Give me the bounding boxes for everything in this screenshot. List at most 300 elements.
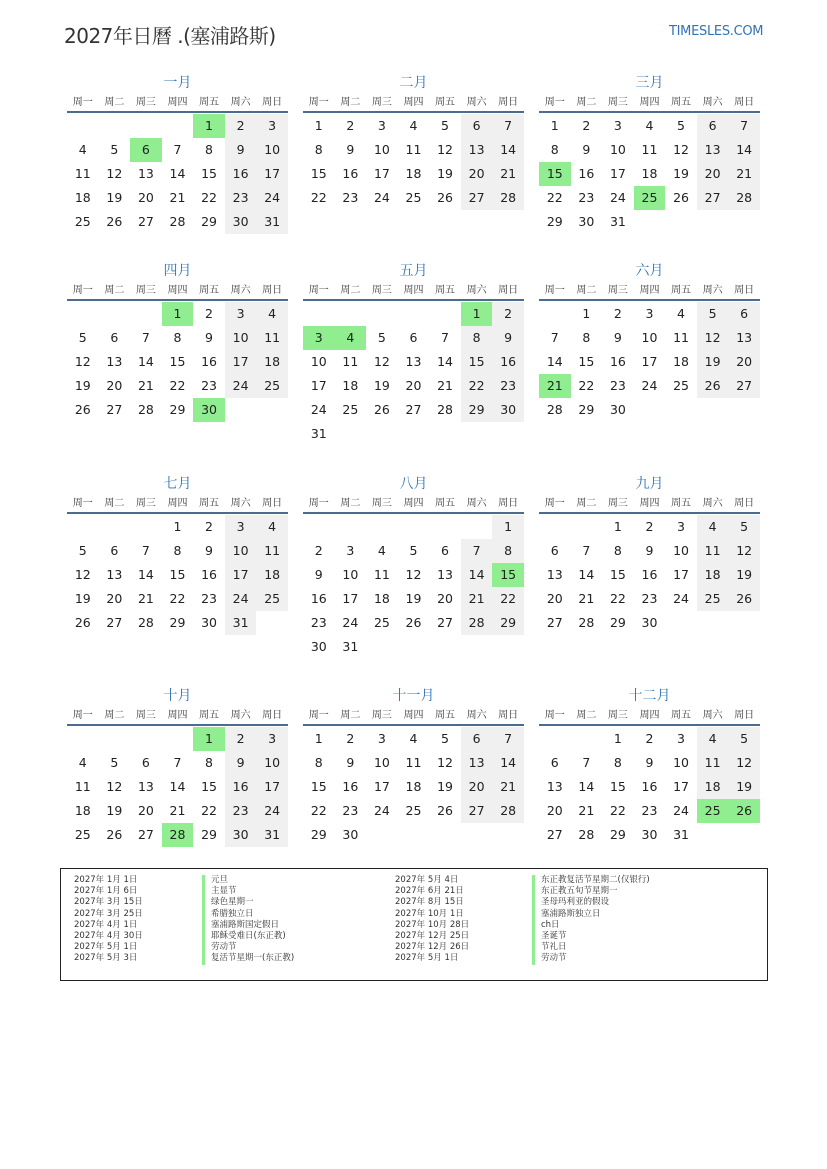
day-cell: 18: [673, 354, 689, 369]
legend-holiday-date: 2027年 5月 1日: [395, 953, 459, 964]
day-cell: 12: [437, 755, 453, 770]
weekday-label: 周一: [544, 97, 565, 108]
weekday-label: 周五: [199, 498, 220, 509]
day-cell: 6: [141, 755, 150, 770]
day-cell: 6: [697, 114, 729, 138]
legend-holiday-name: 绿色星期一: [202, 897, 294, 908]
month-title: 一月: [163, 75, 192, 91]
legend-holiday-date: 2027年 8月 15日: [395, 897, 464, 908]
day-cell: 27: [405, 402, 422, 417]
month-title: 八月: [399, 476, 428, 492]
day-cell: 27: [546, 615, 563, 630]
day-cell: 5: [697, 302, 729, 326]
day-cell: 17: [256, 775, 288, 799]
day-cell: 1: [613, 519, 622, 534]
weekday-header: [67, 93, 288, 113]
day-cell: 19: [728, 775, 760, 799]
weekday-label: 周一: [308, 710, 329, 721]
day-cell: 19: [106, 803, 123, 818]
day-cell: 10: [373, 142, 390, 157]
weekday-label: 周六: [230, 498, 251, 509]
holiday-day-cell: 25: [697, 799, 729, 823]
weekday-label: 周四: [403, 97, 424, 108]
weekday-label: 周四: [639, 498, 660, 509]
weekday-label: 周六: [230, 710, 251, 721]
day-cell: 20: [697, 162, 729, 186]
weekday-label: 周六: [466, 498, 487, 509]
day-cell: 15: [310, 166, 327, 181]
weekday-label: 周三: [135, 498, 156, 509]
day-cell: 17: [373, 779, 390, 794]
weekday-label: 周日: [498, 285, 519, 296]
day-cell: 25: [342, 402, 359, 417]
day-cell: 29: [169, 615, 186, 630]
weekday-header: [539, 706, 760, 726]
weekday-label: 周五: [199, 97, 220, 108]
day-cell: 7: [582, 755, 591, 770]
day-cell: 7: [141, 543, 150, 558]
day-cell: 26: [106, 827, 123, 842]
day-cell: 7: [141, 330, 150, 345]
weekday-label: 周三: [135, 710, 156, 721]
legend-holiday-date: 2027年 3月 25日: [74, 908, 143, 919]
day-cell: 1: [314, 118, 323, 133]
day-cell: 20: [137, 803, 154, 818]
day-cell: 30: [342, 827, 359, 842]
legend-holiday-date: 2027年 3月 15日: [74, 897, 143, 908]
day-cell: 22: [169, 591, 186, 606]
day-cell: 8: [461, 326, 493, 350]
day-cell: 10: [225, 326, 257, 350]
legend-holiday-name: 元旦: [202, 875, 294, 886]
day-cell: 4: [645, 118, 654, 133]
day-cell: 18: [256, 350, 288, 374]
day-cell: 1: [550, 118, 559, 133]
day-cell: 3: [613, 118, 622, 133]
weekday-label: 周四: [403, 285, 424, 296]
days-grid: [303, 515, 524, 659]
day-cell: 10: [641, 330, 658, 345]
day-cell: 6: [461, 727, 493, 751]
day-cell: 16: [225, 162, 257, 186]
month-block: [303, 261, 524, 446]
month-block: [539, 686, 760, 847]
holiday-day-cell: 6: [130, 138, 162, 162]
day-cell: 18: [697, 563, 729, 587]
day-cell: 31: [310, 426, 327, 441]
weekday-label: 周一: [544, 498, 565, 509]
day-cell: 12: [728, 751, 760, 775]
day-cell: 18: [405, 166, 422, 181]
day-cell: 29: [169, 402, 186, 417]
day-cell: 26: [74, 402, 91, 417]
weekday-label: 周二: [340, 285, 361, 296]
weekday-label: 周日: [498, 710, 519, 721]
day-cell: 6: [110, 543, 119, 558]
day-cell: 3: [645, 306, 654, 321]
weekday-header: [67, 706, 288, 726]
holiday-day-cell: 1: [162, 302, 194, 326]
day-cell: 3: [256, 114, 288, 138]
day-cell: 29: [546, 214, 563, 229]
weekday-label: 周四: [403, 498, 424, 509]
weekday-label: 周四: [639, 97, 660, 108]
day-cell: 25: [74, 827, 91, 842]
weekday-label: 周五: [435, 285, 456, 296]
weekday-label: 周六: [702, 710, 723, 721]
day-cell: 8: [173, 543, 182, 558]
weekday-label: 周一: [308, 285, 329, 296]
day-cell: 15: [461, 350, 493, 374]
day-cell: 19: [373, 378, 390, 393]
weekday-label: 周五: [671, 710, 692, 721]
weekday-label: 周四: [639, 285, 660, 296]
weekday-header: [303, 281, 524, 301]
legend-holiday-name: 塞浦路斯国定假日: [202, 920, 294, 931]
day-cell: 30: [578, 214, 595, 229]
holiday-day-cell: 1: [193, 114, 225, 138]
day-cell: 14: [137, 567, 154, 582]
holiday-day-cell: 30: [193, 398, 225, 422]
holiday-day-cell: 15: [492, 563, 524, 587]
day-cell: 17: [225, 350, 257, 374]
day-cell: 23: [609, 378, 626, 393]
month-title: 十一月: [392, 688, 435, 704]
day-cell: 22: [461, 374, 493, 398]
weekday-label: 周一: [72, 285, 93, 296]
month-block: [67, 474, 288, 635]
day-cell: 3: [377, 118, 386, 133]
day-cell: 17: [673, 779, 689, 794]
day-cell: 26: [74, 615, 91, 630]
holiday-legend: [60, 868, 768, 981]
day-cell: 25: [256, 587, 288, 611]
day-cell: 9: [314, 567, 323, 582]
day-cell: 2: [346, 118, 355, 133]
day-cell: 13: [106, 567, 123, 582]
day-cell: 11: [373, 567, 390, 582]
legend-holiday-name: 主显节: [202, 886, 294, 897]
weekday-label: 周五: [435, 97, 456, 108]
day-cell: 12: [405, 567, 422, 582]
day-cell: 14: [437, 354, 453, 369]
legend-holiday-name: 圣母玛利亚的假设: [532, 897, 650, 908]
weekday-header: [539, 494, 760, 514]
day-cell: 26: [373, 402, 390, 417]
day-cell: 14: [169, 166, 186, 181]
day-cell: 13: [137, 166, 154, 181]
day-cell: 30: [641, 827, 658, 842]
weekday-label: 周一: [544, 710, 565, 721]
day-cell: 13: [437, 567, 453, 582]
day-cell: 4: [78, 755, 87, 770]
day-cell: 29: [201, 827, 217, 842]
day-cell: 28: [137, 402, 154, 417]
month-block: [67, 686, 288, 847]
day-cell: 24: [225, 374, 257, 398]
weekday-header: [67, 281, 288, 301]
day-cell: 28: [137, 615, 154, 630]
day-cell: 21: [728, 162, 760, 186]
day-cell: 3: [677, 731, 685, 746]
day-cell: 2: [645, 519, 654, 534]
day-cell: 11: [697, 751, 729, 775]
day-cell: 17: [641, 354, 658, 369]
day-cell: 19: [106, 190, 123, 205]
day-cell: 26: [106, 214, 123, 229]
holiday-day-cell: 25: [634, 186, 666, 210]
day-cell: 21: [578, 591, 595, 606]
day-cell: 4: [256, 302, 288, 326]
day-cell: 23: [201, 591, 217, 606]
day-cell: 20: [106, 378, 123, 393]
weekday-label: 周二: [576, 498, 597, 509]
legend-holiday-date: 2027年 6月 21日: [395, 886, 464, 897]
month-block: [539, 261, 760, 422]
day-cell: 22: [169, 378, 186, 393]
day-cell: 14: [546, 354, 563, 369]
day-cell: 10: [225, 539, 257, 563]
day-cell: 22: [492, 587, 524, 611]
day-cell: 30: [225, 823, 257, 847]
day-cell: 10: [256, 138, 288, 162]
day-cell: 21: [437, 378, 453, 393]
day-cell: 13: [546, 779, 563, 794]
legend-holiday-name: 劳动节: [202, 942, 294, 953]
day-cell: 1: [582, 306, 591, 321]
weekday-label: 周日: [262, 97, 283, 108]
day-cell: 10: [256, 751, 288, 775]
day-cell: 25: [74, 214, 91, 229]
weekday-label: 周五: [671, 498, 692, 509]
weekday-label: 周六: [702, 285, 723, 296]
day-cell: 20: [461, 162, 493, 186]
day-cell: 6: [461, 114, 493, 138]
day-cell: 9: [492, 326, 524, 350]
weekday-label: 周一: [544, 285, 565, 296]
month-block: [67, 261, 288, 422]
weekday-header: [539, 281, 760, 301]
holiday-day-cell: 4: [335, 326, 367, 350]
weekday-label: 周三: [607, 285, 628, 296]
day-cell: 29: [310, 827, 327, 842]
month-title: 二月: [399, 75, 428, 91]
day-cell: 1: [492, 515, 524, 539]
day-cell: 12: [728, 539, 760, 563]
day-cell: 4: [697, 727, 729, 751]
brand-link[interactable]: TIMESLES.COM: [669, 24, 764, 39]
day-cell: 29: [578, 402, 595, 417]
day-cell: 10: [609, 142, 626, 157]
day-cell: 26: [437, 190, 453, 205]
day-cell: 3: [225, 515, 257, 539]
day-cell: 16: [342, 166, 359, 181]
day-cell: 20: [546, 591, 563, 606]
day-cell: 20: [405, 378, 422, 393]
weekday-label: 周二: [104, 285, 125, 296]
legend-holiday-date: 2027年 12月 25日: [395, 930, 470, 941]
day-cell: 3: [225, 302, 257, 326]
legend-holiday-date: 2027年 5月 1日: [74, 942, 138, 953]
day-cell: 12: [697, 326, 729, 350]
day-cell: 7: [173, 142, 182, 157]
day-cell: 8: [613, 543, 622, 558]
month-title: 五月: [399, 263, 428, 279]
days-grid: [539, 114, 760, 234]
weekday-label: 周四: [403, 710, 424, 721]
day-cell: 24: [673, 803, 689, 818]
day-cell: 16: [641, 779, 658, 794]
day-cell: 28: [437, 402, 453, 417]
day-cell: 12: [106, 779, 123, 794]
weekday-label: 周六: [702, 97, 723, 108]
day-cell: 18: [697, 775, 729, 799]
day-cell: 5: [409, 543, 418, 558]
legend-holiday-date: 2027年 4月 1日: [74, 919, 138, 930]
weekday-label: 周一: [72, 710, 93, 721]
weekday-header: [539, 93, 760, 113]
month-block: [303, 686, 524, 847]
page-title: 2027年日曆 .(塞浦路斯): [64, 24, 276, 48]
day-cell: 2: [225, 727, 257, 751]
day-cell: 25: [373, 615, 390, 630]
legend-names-left: [202, 875, 294, 965]
day-cell: 14: [578, 567, 595, 582]
legend-holiday-date: 2027年 12月 26日: [395, 942, 470, 953]
days-grid: [303, 727, 524, 847]
day-cell: 22: [310, 803, 327, 818]
day-cell: 11: [405, 142, 422, 157]
weekday-label: 周三: [371, 498, 392, 509]
day-cell: 10: [673, 543, 689, 558]
weekday-label: 周六: [466, 97, 487, 108]
day-cell: 12: [106, 166, 123, 181]
days-grid: [67, 515, 288, 635]
day-cell: 24: [609, 190, 626, 205]
day-cell: 1: [314, 731, 323, 746]
day-cell: 24: [256, 186, 288, 210]
day-cell: 19: [673, 166, 689, 181]
day-cell: 22: [609, 591, 626, 606]
weekday-header: [303, 494, 524, 514]
day-cell: 11: [256, 326, 288, 350]
weekday-label: 周二: [104, 710, 125, 721]
day-cell: 4: [677, 306, 685, 321]
day-cell: 7: [492, 727, 524, 751]
day-cell: 13: [728, 326, 760, 350]
day-cell: 4: [697, 515, 729, 539]
weekday-label: 周三: [607, 710, 628, 721]
day-cell: 3: [677, 519, 685, 534]
day-cell: 17: [373, 166, 390, 181]
day-cell: 5: [78, 543, 87, 558]
weekday-label: 周四: [167, 710, 188, 721]
day-cell: 25: [697, 587, 729, 611]
day-cell: 11: [405, 755, 422, 770]
day-cell: 14: [728, 138, 760, 162]
day-cell: 21: [137, 378, 154, 393]
day-cell: 19: [728, 563, 760, 587]
day-cell: 2: [205, 306, 213, 321]
day-cell: 15: [310, 779, 327, 794]
day-cell: 31: [609, 214, 626, 229]
day-cell: 7: [550, 330, 559, 345]
day-cell: 30: [225, 210, 257, 234]
weekday-label: 周二: [576, 285, 597, 296]
day-cell: 18: [342, 378, 359, 393]
weekday-label: 周日: [734, 498, 755, 509]
day-cell: 22: [609, 803, 626, 818]
weekday-label: 周二: [340, 498, 361, 509]
day-cell: 24: [373, 803, 390, 818]
day-cell: 16: [201, 567, 217, 582]
day-cell: 9: [582, 142, 591, 157]
legend-holiday-date: 2027年 4月 30日: [74, 930, 143, 941]
day-cell: 27: [461, 186, 493, 210]
weekday-label: 周三: [607, 498, 628, 509]
day-cell: 25: [256, 374, 288, 398]
day-cell: 21: [169, 803, 186, 818]
weekday-label: 周五: [671, 97, 692, 108]
day-cell: 21: [492, 775, 524, 799]
holiday-day-cell: 15: [539, 162, 571, 186]
month-block: [539, 73, 760, 234]
day-cell: 17: [310, 378, 327, 393]
weekday-label: 周三: [371, 97, 392, 108]
day-cell: 14: [461, 563, 493, 587]
legend-holiday-date: 2027年 1月 1日: [74, 875, 138, 885]
day-cell: 27: [697, 186, 729, 210]
day-cell: 28: [728, 186, 760, 210]
weekday-label: 周五: [435, 498, 456, 509]
day-cell: 16: [641, 567, 658, 582]
day-cell: 23: [641, 803, 658, 818]
day-cell: 28: [169, 214, 186, 229]
day-cell: 27: [437, 615, 453, 630]
day-cell: 17: [225, 563, 257, 587]
day-cell: 5: [441, 731, 449, 746]
day-cell: 14: [492, 751, 524, 775]
day-cell: 2: [205, 519, 213, 534]
day-cell: 25: [673, 378, 689, 393]
day-cell: 6: [550, 755, 559, 770]
day-cell: 27: [461, 799, 493, 823]
day-cell: 26: [437, 803, 453, 818]
legend-holiday-date: 2027年 10月 28日: [395, 919, 470, 930]
days-grid: [67, 727, 288, 847]
day-cell: 12: [74, 354, 91, 369]
day-cell: 27: [106, 402, 123, 417]
day-cell: 12: [373, 354, 390, 369]
day-cell: 23: [641, 591, 658, 606]
day-cell: 21: [169, 190, 186, 205]
day-cell: 2: [582, 118, 591, 133]
weekday-label: 周日: [262, 285, 283, 296]
day-cell: 20: [437, 591, 453, 606]
day-cell: 23: [201, 378, 217, 393]
day-cell: 29: [201, 214, 217, 229]
legend-holiday-name: ch日: [532, 920, 650, 931]
weekday-label: 周一: [308, 498, 329, 509]
day-cell: 2: [492, 302, 524, 326]
day-cell: 28: [492, 186, 524, 210]
legend-holiday-name: 耶稣受难日(东正教): [202, 931, 294, 942]
day-cell: 31: [342, 639, 359, 654]
day-cell: 5: [677, 118, 685, 133]
day-cell: 2: [314, 543, 323, 558]
day-cell: 21: [137, 591, 154, 606]
day-cell: 24: [673, 591, 689, 606]
